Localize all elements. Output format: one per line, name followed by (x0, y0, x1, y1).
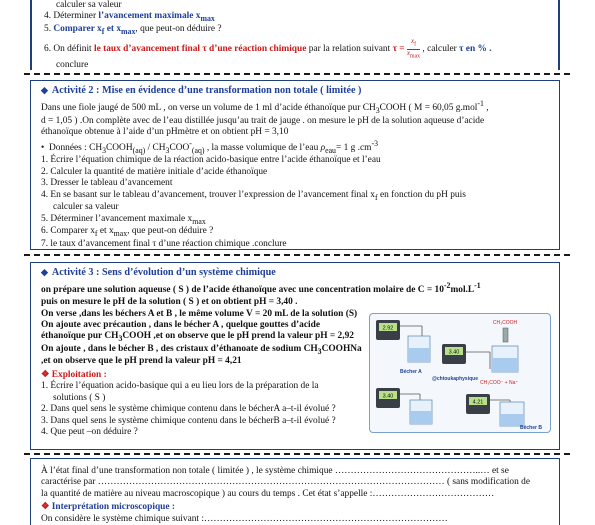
b2-item-6: 6. Comparer $x_f$ et $x_{max}$, que peut-on déduire ? (41, 226, 214, 239)
label-becher-b: Bécher B (520, 425, 542, 431)
b3-item-3: 3. Dans quel sens le système chimique contenu dans le bécherB a–t-il évolué ? (41, 415, 336, 426)
label-acid: CH₃COOH (492, 320, 518, 326)
separator (24, 73, 570, 75)
conclusion-box (30, 458, 560, 525)
b3-p4: On ajoute avec précaution , dans le bécher A , quelque gouttes d’acide (41, 319, 320, 330)
b1-line-3: 5. Comparer $x_f$ et $x_{max}$, que peut-on déduire ? (44, 23, 222, 36)
activity-1-tail-box (30, 0, 560, 70)
b2-item-7: 7. le taux d’avancement final τ d’une réaction chimique .conclure (41, 238, 287, 249)
b3-item-4: 4. Que peut –on déduire ? (41, 427, 138, 438)
b1-line-5: conclure (56, 59, 89, 70)
b2-item-3: 3. Dresser le tableau d’avancement (41, 178, 173, 189)
separator (24, 453, 570, 455)
b2-item-4b: calculer sa valeur (53, 202, 119, 213)
b3-exploitation: ❖ Exploitation : (41, 369, 107, 380)
b2-donnees: • Données : $CH_3COOH_{(aq)} / CH_3COO^-_{(aq)}$ , la masse volumique de l’eau $\rho_{eau}= 1$ g $.cm^{-3}$ (41, 138, 379, 155)
b3-item-1: 1. Écrire l’équation acido-basique qui a eu lieu lors de la préparation de la (41, 381, 319, 392)
b4-p2: caractérise par ………………………………………………………………………………………………… ( sans modification de (41, 477, 530, 488)
b3-p2: puis on mesure le pH de la solution ( S ) et on obtient pH = 3,40 . (41, 297, 298, 308)
b3-p5: éthanoïque pur $CH_3COOH$ ,et on observe que le pH prend la valeur pH = 2,92 (41, 331, 354, 344)
activity-2-title: ◆ Activité 2 : Mise en évidence d’une transformation non totale ( limitée ) (41, 85, 362, 96)
activity-3-title: ◆ Activité 3 : Sens d’évolution d’un système chimique (41, 267, 276, 278)
ph-display-c: 3.40 (382, 393, 394, 400)
bullet-icon: • (41, 143, 49, 154)
b4-p4: On considère le système chimique suivant :…………………………………………………………………… (41, 513, 448, 524)
activity-3-box (30, 262, 560, 450)
b2-p1: Dans une fiole jaugé de 500 mL , on verse un volume de 1 ml d’acide éthanoïque pur $CH_3COOH$ ( M = 60,05 g.mol$^{-1}$ , (41, 99, 489, 116)
sparkle-icon: ❖ (41, 502, 52, 513)
b3-p1: on prépare une solution aqueuse ( S ) de l’acide éthanoïque avec une concentration molaire de $C = 10^{-2}mol.L^{-1}$ (41, 281, 481, 296)
b2-item-5: 5. Déterminer l’avancement maximale $x_{max}$ (41, 213, 206, 226)
ph-display-b: 3.40 (448, 349, 460, 356)
b2-item-2: 2. Calculer la quantité de matière initiale d’acide éthanoïque (41, 166, 268, 177)
separator (24, 254, 570, 256)
b3-p3: On verse ,dans les béchers A et B , le même volume V = 20 mL de la solution (S) (41, 308, 358, 319)
beakers-diagram (370, 314, 550, 432)
b2-p3: éthanoïque obtenue à l’aide d’un pHmètre et on obtient pH = 3,10 (41, 127, 289, 138)
activity-2-box (30, 80, 560, 250)
b2-p2: d = 1,05 ) .On complète avec de l’eau distillée jusqu’au trait de jauge . on mesure le pH de la solution aqueuse d’acide (41, 115, 485, 126)
tau-fraction: $\frac{x_f}{x_{max}}$ (406, 37, 421, 59)
b4-p1: À l’état final d’une transformation non totale ( limitée ) , le système chimique ………………………………………..… et se (41, 466, 509, 476)
label-salt: CH₃COO⁻ + Na⁺ (480, 380, 519, 386)
b3-p6: On ajoute , dans le bécher B , des cristaux d’éthanoate de sodium $CH_3COOHNa$ (41, 343, 362, 356)
sparkle-icon: ❖ (41, 369, 52, 380)
b1-line-4: 6. On définit le taux d’avancement final τ d’une réaction chimique par la relation suivant τ = $\frac{x_f}{x_{max}}$ , calculer τ en % . (44, 37, 492, 59)
b4-p3: la quantité de matière au niveau macroscopique ) au cours du temps . Cet état s’appelle :………………………………… (41, 488, 495, 499)
label-becher-a: Bécher A (400, 369, 422, 375)
beakers-figure (369, 313, 551, 433)
b1-line-2: 4. Déterminer l’avancement maximale $x_{max}$ (44, 11, 215, 24)
b4-interpretation: ❖ Interprétation microscopique : (41, 502, 175, 513)
diamond-bullet-icon: ◆ (41, 267, 48, 277)
b2-item-1: 1. Écrire l’équation chimique de la réaction acido-basique entre l’acide éthanoïque et l’eau (41, 155, 381, 166)
b2-item-4: 4. En se basant sur le tableau d’avancement, trouver l’expression de l’avancement final $x_f$ en fonction du pH puis (41, 189, 466, 202)
label-brand: @chtoukaphysique (432, 376, 478, 382)
ph-display-a: 2.92 (382, 325, 394, 332)
b1-line-1: calculer sa valeur (56, 0, 122, 10)
b3-p7: ,et on observe que le pH prend la valeur pH = 4,21 (41, 356, 242, 367)
b3-item-2: 2. Dans quel sens le système chimique contenu dans le bécherA a–t-il évolué ? (41, 404, 336, 415)
b3-item-1b: solutions ( S ) (53, 392, 106, 403)
diamond-bullet-icon: ◆ (41, 85, 48, 95)
ph-display-d: 4.21 (472, 399, 484, 406)
